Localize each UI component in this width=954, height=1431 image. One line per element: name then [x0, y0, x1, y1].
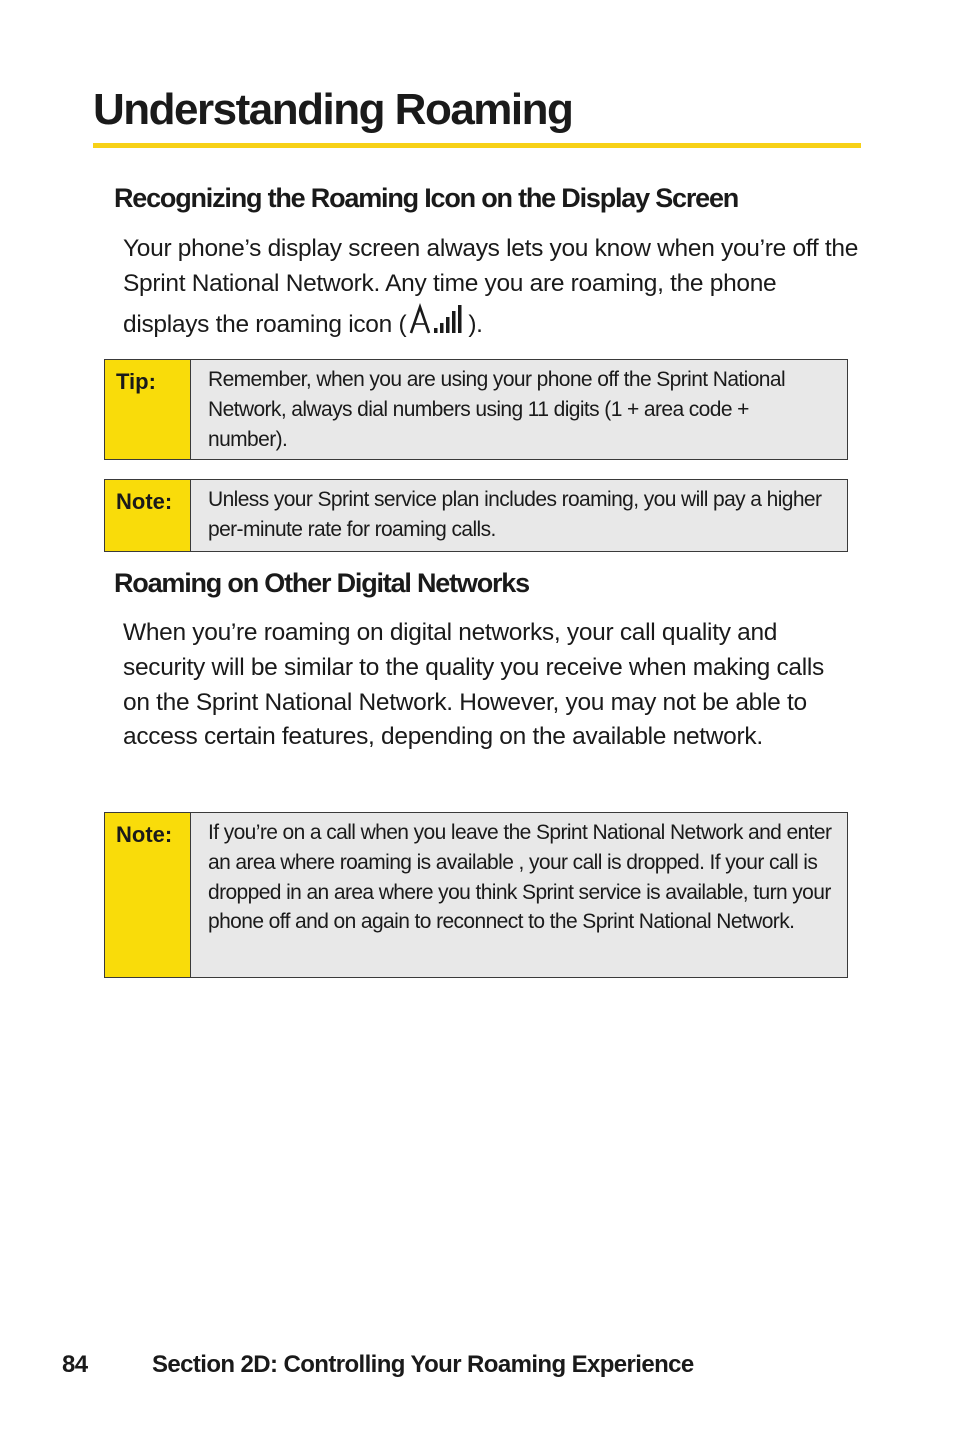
roaming-signal-icon: [408, 302, 466, 347]
note-label: Note:: [105, 813, 191, 977]
section-heading-roaming-icon: Recognizing the Roaming Icon on the Display Screen: [114, 183, 739, 213]
note-label: Note:: [105, 480, 191, 551]
note-callout-roaming-rate: [104, 479, 848, 552]
note-text: If you’re on a call when you leave the Sprint National Network and enter an area where roaming is available , your call is dropped. If your call is dropped in an area where you think Sprint service is available, turn your phone off and on again to reconnect to the Sprint National Network.: [191, 813, 847, 977]
tip-text: Remember, when you are using your phone off the Sprint National Network, always dial numbers using 11 digits (1 + area code + number).: [191, 360, 847, 459]
roaming-icon-paragraph: [123, 232, 863, 346]
page-number: 84: [62, 1351, 88, 1378]
paragraph-text-after-icon: ).: [468, 310, 483, 338]
tip-label: Tip:: [105, 360, 191, 459]
footer-section-title: Section 2D: Controlling Your Roaming Experience: [152, 1351, 694, 1378]
note-callout-dropped-call: [104, 812, 848, 978]
title-rule: [93, 143, 861, 148]
tip-callout: [104, 359, 848, 460]
section-heading-digital-networks: Roaming on Other Digital Networks: [114, 568, 529, 598]
paragraph-text-before-icon: Your phone’s display screen always lets you know when you’re off the Sprint National Network. Any time you are roaming, the phone displays the roaming icon (: [123, 235, 859, 338]
note-text: Unless your Sprint service plan includes roaming, you will pay a higher per-minute rate for roaming calls.: [191, 480, 847, 551]
page-title: Understanding Roaming: [93, 85, 573, 134]
digital-networks-paragraph: When you’re roaming on digital networks, your call quality and security will be similar to the quality you receive when making calls on the Sprint National Network. However, you may not be able to access certain features, depending on the available network.: [123, 619, 824, 751]
